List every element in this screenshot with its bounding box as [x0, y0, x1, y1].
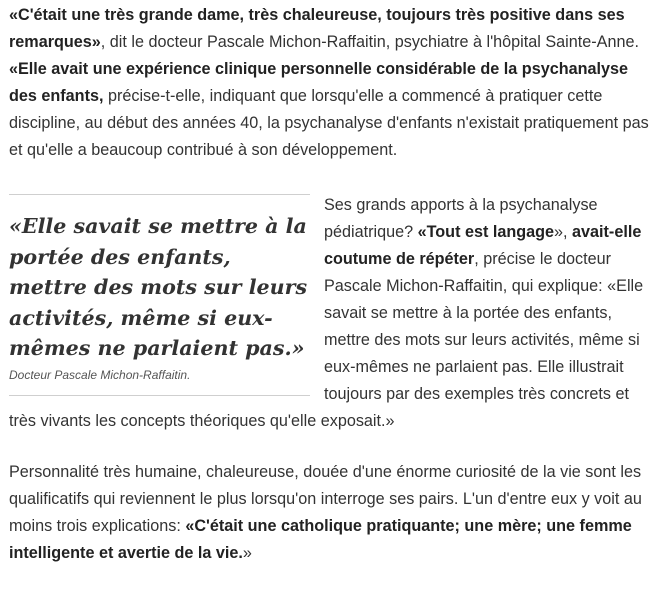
- paragraph-text: , précise le docteur Pascale Michon-Raffaitin, qui explique: «Elle savait se mettre à la portée des enfants, mettre des mots sur leurs activités, même si eux-mêmes ne parlaient pas. Elle illustrait toujours par des exemples très concrets et très vivants les concepts théoriques qu'elle exposait.»: [9, 250, 644, 430]
- pullquote-attribution: Docteur Pascale Michon-Raffaitin.: [9, 367, 191, 382]
- quote-emphasis: «C'était une très grande dame, très chaleureuse, toujours très positive dans ses remarques»: [9, 6, 625, 51]
- quote-emphasis: «C'était une catholique pratiquante; une mère; une femme intelligente et avertie de la vie.: [9, 517, 632, 562]
- pullquote-block: [9, 194, 310, 396]
- quote-emphasis: «Tout est langage: [417, 223, 555, 241]
- pullquote-text: «Elle savait se mettre à la portée des enfants, mettre des mots sur leurs activités, même si eux-mêmes ne parlaient pas.»: [9, 214, 308, 360]
- article-paragraph-3: [9, 435, 649, 567]
- quote-emphasis: «Elle avait une expérience clinique personnelle considérable de la psychanalyse des enfants,: [9, 60, 628, 105]
- paragraph-text: »,: [554, 223, 573, 241]
- quote-emphasis: avait-elle coutume de répéter: [324, 223, 642, 268]
- paragraph-text: Ses grands apports à la psychanalyse pédiatrique?: [324, 196, 598, 241]
- paragraph-text: précise-t-elle, indiquant que lorsqu'elle a commencé à pratiquer cette discipline, au début des années 40, la psychanalyse d'enfants n'existait pratiquement pas et qu'elle a beaucoup contribué à son développement.: [9, 87, 649, 159]
- paragraph-text: , dit le docteur Pascale Michon-Raffaitin, psychiatre à l'hôpital Sainte-Anne.: [100, 33, 639, 51]
- paragraph-text: Personnalité très humaine, chaleureuse, douée d'une énorme curiosité de la vie sont les qualificatifs qui reviennent le plus lorsqu'on interroge ses pairs. L'un d'entre eux y voit au moins trois explications:: [9, 463, 642, 535]
- article-paragraph-1: [9, 0, 649, 164]
- paragraph-text: »: [242, 544, 252, 562]
- article-body: [9, 0, 649, 567]
